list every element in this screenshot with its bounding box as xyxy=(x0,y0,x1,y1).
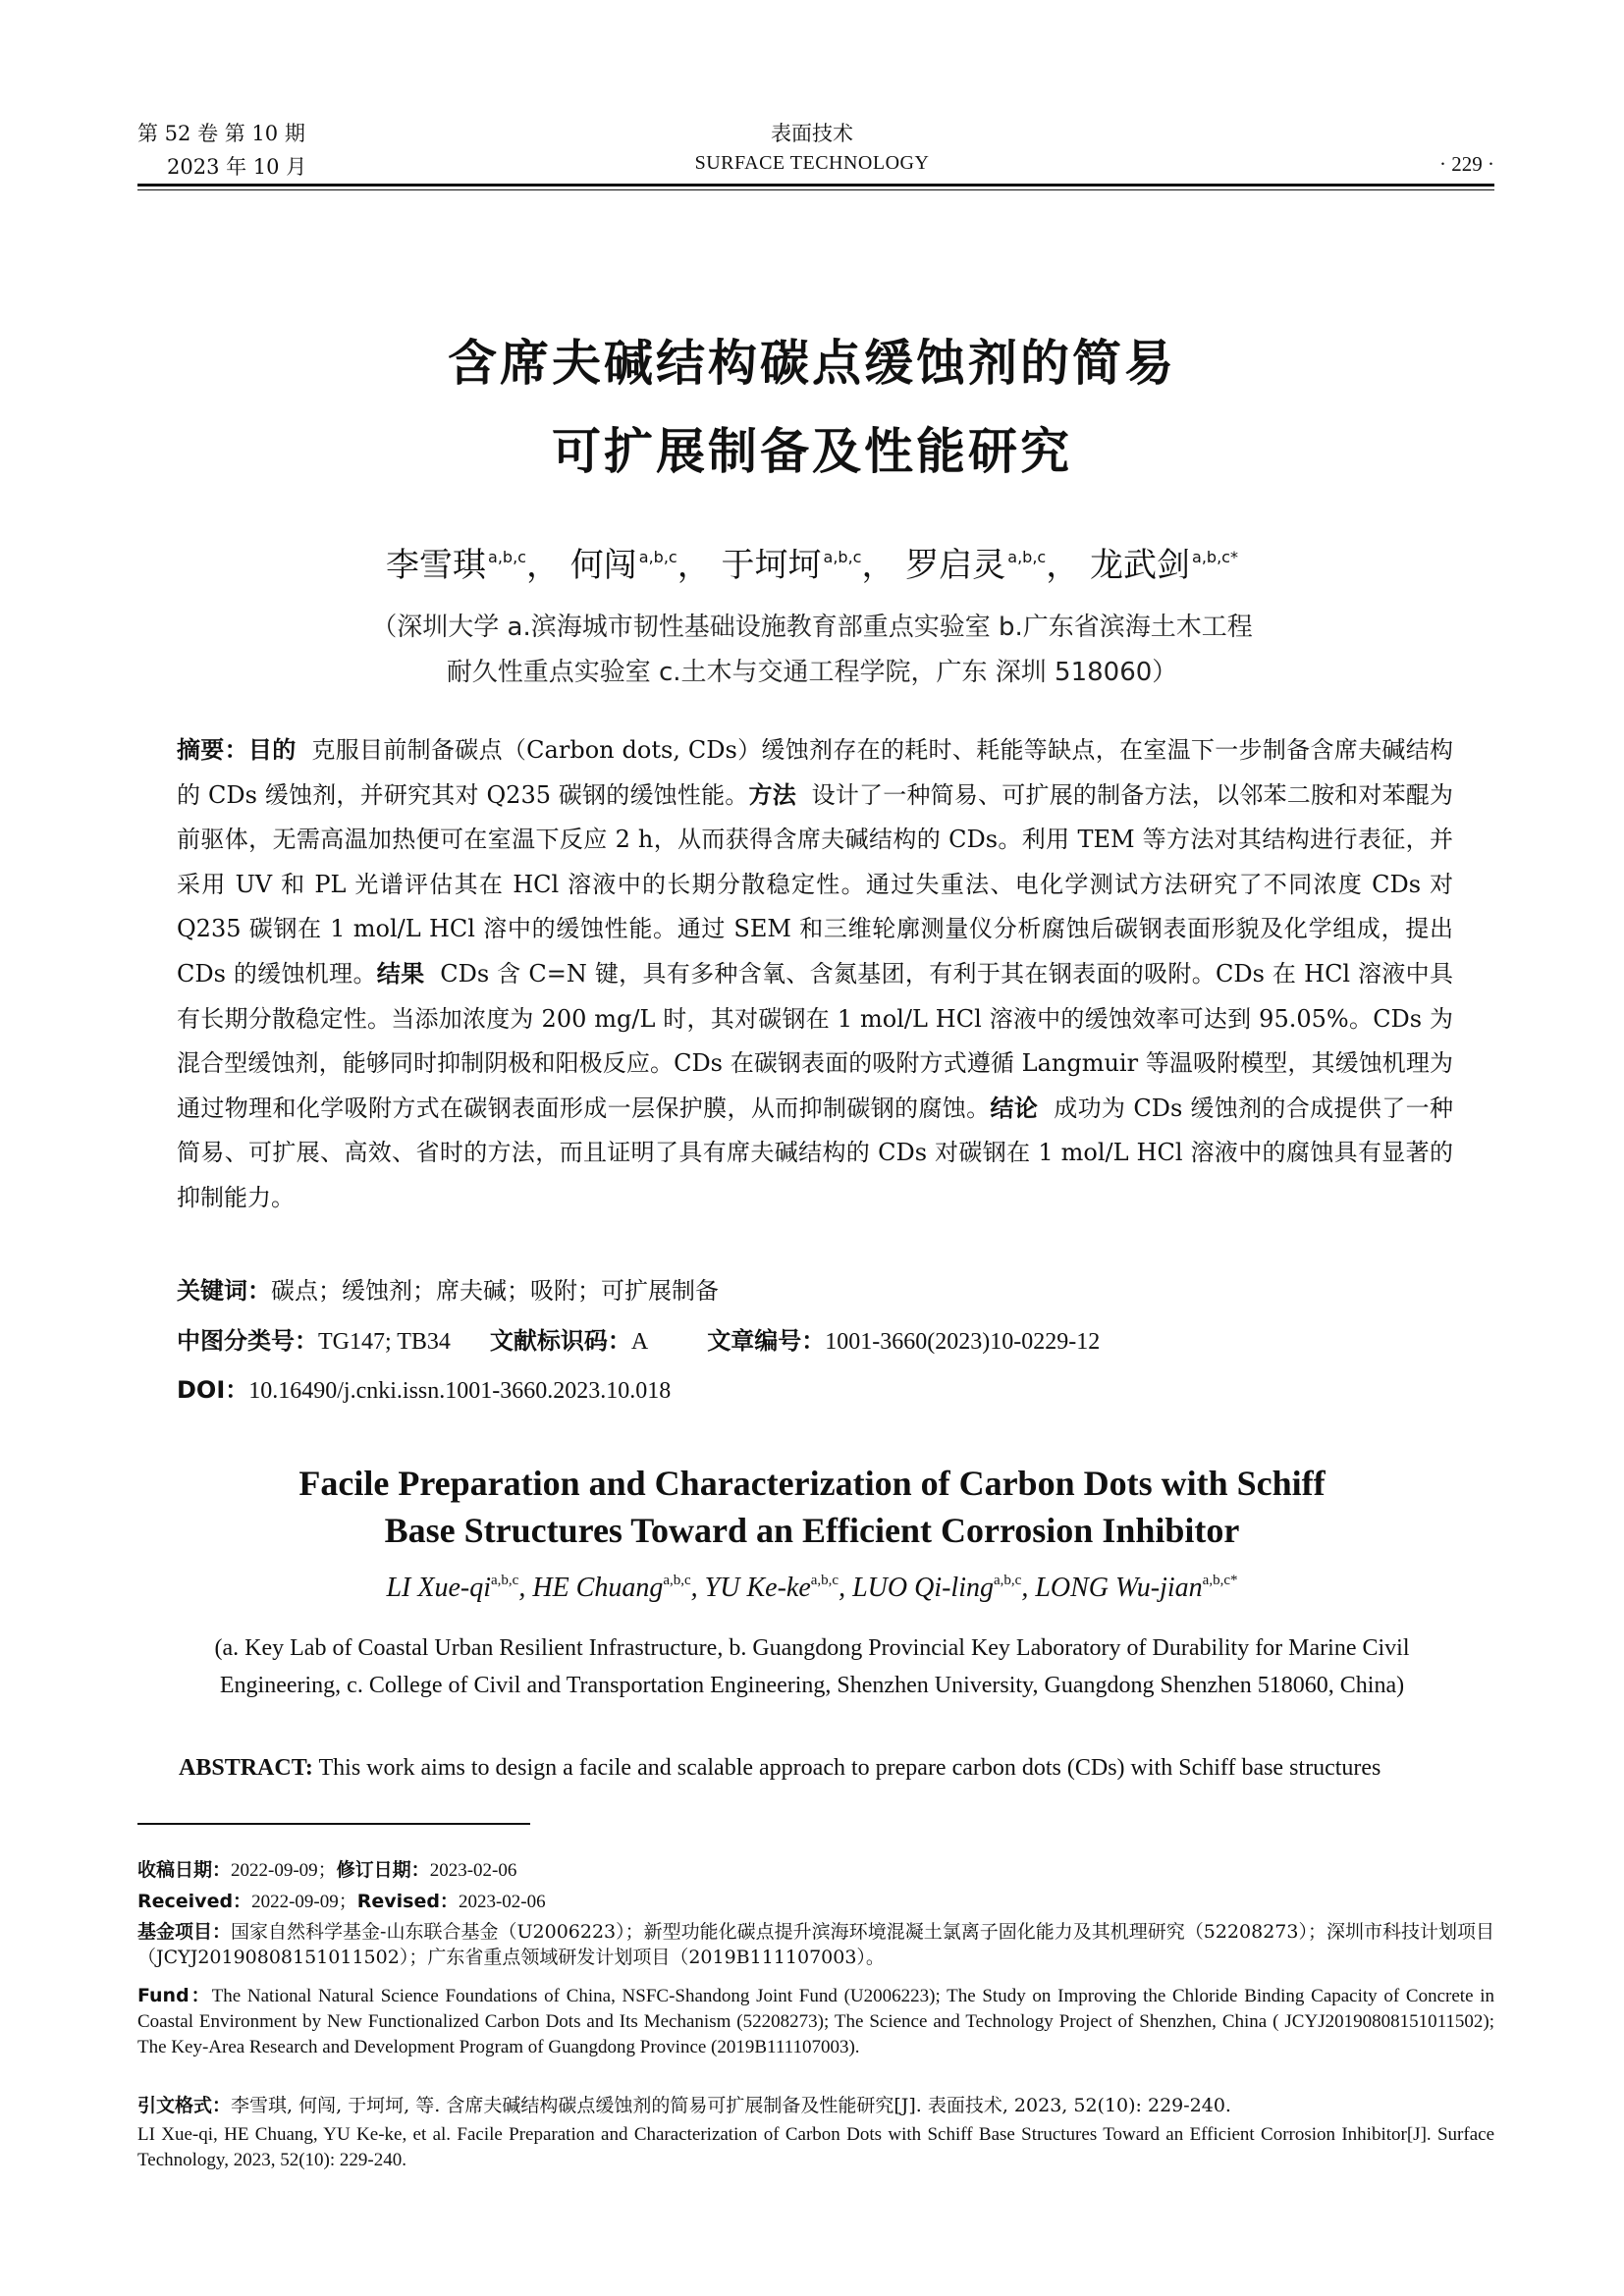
journal-name-en: SURFACE TECHNOLOGY xyxy=(694,152,930,174)
footnote-dates-zh: 收稿日期：2022-09-09；修订日期：2023-02-06 xyxy=(137,1859,517,1881)
author-zh: 李雪琪 $^{a,b,c}$ xyxy=(386,546,526,585)
abstract-en-label: ABSTRACT: xyxy=(179,1755,313,1781)
author-zh: 龙武剑 $^{a,b,c*}$ xyxy=(1090,546,1238,585)
purpose-label: 目的 xyxy=(247,736,297,764)
footnote-dates-en: Received：2022-09-09；Revised：2023-02-06 xyxy=(137,1891,546,1912)
abstract-zh xyxy=(177,728,1453,1221)
footnote-fund-zh: 基金项目：国家自然科学基金-山东联合基金（U2006223）；新型功能化碳点提升滨海环境混凝土氯离子固化能力及其机理研究（52208273）；深圳市科技计划项目（JCYJ20190808151011502）；广东省重点领域研发计划项目（2019B111107003）。 xyxy=(137,1921,1494,1968)
author-zh: 于坷坷 $^{a,b,c}$ xyxy=(721,546,862,585)
document-code: A xyxy=(630,1329,649,1355)
title-en-line2: Base Structures Toward an Efficient Corrosion Inhibitor xyxy=(384,1511,1240,1550)
issue-date: 2023 年 10 月 xyxy=(167,155,307,179)
abstract-label: 摘要： xyxy=(177,736,248,764)
author-en: YU Ke-ke$^{a,b,c}$ xyxy=(704,1573,839,1603)
classification-line: 中图分类号：TG147; TB34 文献标识码：A 文章编号：1001-3660(2023)10-0229-12 xyxy=(177,1327,1101,1355)
footnote-fund-en: Fund：The National Natural Science Foundations of China, NSFC-Shandong Joint Fund (U2006223); The Study on Improving the Chloride Binding Capacity of Concrete in Coastal Environment by New Functionalized Carbon Dots and Its Mechanism (52208273); The Science and Technology Project of Shenzhen, China ( JCYJ20190808151011502); The Key-Area Research and Development Program of Guangdong Province (2019B111107003). xyxy=(137,1985,1495,2057)
header-rule-thin xyxy=(137,189,1494,190)
authors-en: LI Xue-qi$^{a,b,c}$, HE Chuang$^{a,b,c}$, YU Ke-ke$^{a,b,c}$, LUO Qi-ling$^{a,b,c}$, LONG Wu-jian$^{a,b,c*}$ xyxy=(386,1573,1238,1603)
doi-line: DOI：10.16490/j.cnki.issn.1001-3660.2023.10.018 xyxy=(177,1376,672,1404)
result-label: 结果 xyxy=(376,959,425,988)
affiliation-zh-line1: （深圳大学 a.滨海城市韧性基础设施教育部重点实验室 b.广东省滨海土木工程 xyxy=(371,613,1253,642)
article-number: 1001-3660(2023)10-0229-12 xyxy=(825,1329,1101,1355)
author-en: LUO Qi-ling$^{a,b,c}$ xyxy=(852,1573,1022,1603)
affiliation-zh-line2: 耐久性重点实验室 c.土木与交通工程学院，广东 深圳 518060） xyxy=(446,658,1178,687)
volume-issue: 第 52 卷 第 10 期 xyxy=(137,122,305,145)
method-label: 方法 xyxy=(748,780,796,809)
footnote-citation-en: LI Xue-qi, HE Chuang, YU Ke-ke, et al. Facile Preparation and Characterization of Carbon Dots with Schiff Base Structures Toward an Efficient Corrosion Inhibitor[J]. Surface Technology, 2023, 52(10): 229-240. xyxy=(137,2124,1494,2170)
doi-link[interactable]: 10.16490/j.cnki.issn.1001-3660.2023.10.018 xyxy=(248,1378,672,1404)
title-zh-line2: 可扩展制备及性能研究 xyxy=(552,423,1072,480)
title-zh-line1: 含席夫碱结构碳点缓蚀剂的简易 xyxy=(448,335,1176,392)
abstract-en-text: This work aims to design a facile and scalable approach to prepare carbon dots (CDs) with Schiff base structures xyxy=(318,1755,1381,1781)
author-en: LONG Wu-jian$^{a,b,c*}$ xyxy=(1035,1573,1238,1603)
author-en: HE Chuang$^{a,b,c}$ xyxy=(532,1573,691,1603)
author-zh: 何闯 $^{a,b,c}$ xyxy=(569,546,677,585)
header-rule-thick xyxy=(137,184,1494,187)
journal-name-zh: 表面技术 xyxy=(771,122,853,145)
method-text: 设计了一种简易、可扩展的制备方法，以邻苯二胺和对苯醌为前驱体，无需高温加热便可在室温下反应 2 h，从而获得含席夫碱结构的 CDs。利用 TEM 等方法对其结构进行表征，并采用 UV 和 PL 光谱评估其在 HCl 溶液中的长期分散稳定性。通过失重法、电化学测试方法研究了不同浓度 CDs 对 Q235 碳钢在 1 mol/L HCl 溶中的缓蚀性能。通过 SEM 和三维轮廓测量仪分析腐蚀后碳钢表面形貌及化学组成，提出 CDs 的缓蚀机理。 xyxy=(177,780,1454,988)
footnote-citation-zh: 引文格式：李雪琪, 何闯, 于坷坷, 等. 含席夫碱结构碳点缓蚀剂的简易可扩展制备及性能研究[J]. 表面技术, 2023, 52(10): 229-240. xyxy=(137,2095,1231,2116)
keywords-value: 碳点；缓蚀剂；席夫碱；吸附；可扩展制备 xyxy=(271,1277,719,1305)
affiliation-en-line2: Engineering, c. College of Civil and Transportation Engineering, Shenzhen University, Guangdong Shenzhen 518060, China) xyxy=(219,1673,1405,1698)
keywords xyxy=(177,1271,1453,1306)
conclusion-text: 成功为 CDs 缓蚀剂的合成提供了一种简易、可扩展、高效、省时的方法，而且证明了具有席夫碱结构的 CDs 对碳钢在 1 mol/L HCl 溶液中的腐蚀具有显著的抑制能力。 xyxy=(177,1094,1454,1211)
footnote-rule xyxy=(137,1823,530,1825)
author-zh: 罗启灵 $^{a,b,c}$ xyxy=(905,546,1047,585)
author-en: LI Xue-qi$^{a,b,c}$ xyxy=(386,1573,519,1603)
affiliation-en-line1: (a. Key Lab of Coastal Urban Resilient Infrastructure, b. Guangdong Provincial Key Laboratory of Durability for Marine Civil xyxy=(214,1635,1410,1661)
authors-zh: 李雪琪 $^{a,b,c}$， 何闯 $^{a,b,c}$， 于坷坷 $^{a,b,c}$， 罗启灵 $^{a,b,c}$， 龙武剑 $^{a,b,c*}$ xyxy=(386,546,1238,585)
clc-number: TG147; TB34 xyxy=(318,1329,451,1355)
result-text: CDs 含 C=N 键，具有多种含氧、含氮基团，有利于其在钢表面的吸附。CDs 在 HCl 溶液中具有长期分散稳定性。当添加浓度为 200 mg/L 时，其对碳钢在 1 mol/L HCl 溶液中的缓蚀效率可达到 95.05%。CDs 为混合型缓蚀剂，能够同时抑制阴极和阳极反应。CDs 在碳钢表面的吸附方式遵循 Langmuir 等温吸附模型，其缓蚀机理为通过物理和化学吸附方式在碳钢表面形成一层保护膜，从而抑制碳钢的腐蚀。 xyxy=(177,959,1453,1122)
abstract-en xyxy=(179,1755,1455,1782)
page-number: · 229 · xyxy=(1439,152,1494,176)
conclusion-label: 结论 xyxy=(990,1094,1039,1122)
purpose-text: 克服目前制备碳点（Carbon dots, CDs）缓蚀剂存在的耗时、耗能等缺点，在室温下一步制备含席夫碱结构的 CDs 缓蚀剂，并研究其对 Q235 碳钢的缓蚀性能。 xyxy=(177,736,1454,809)
title-en-line1: Facile Preparation and Characterization of Carbon Dots with Schiff xyxy=(298,1464,1326,1503)
keywords-label: 关键词： xyxy=(177,1277,271,1305)
